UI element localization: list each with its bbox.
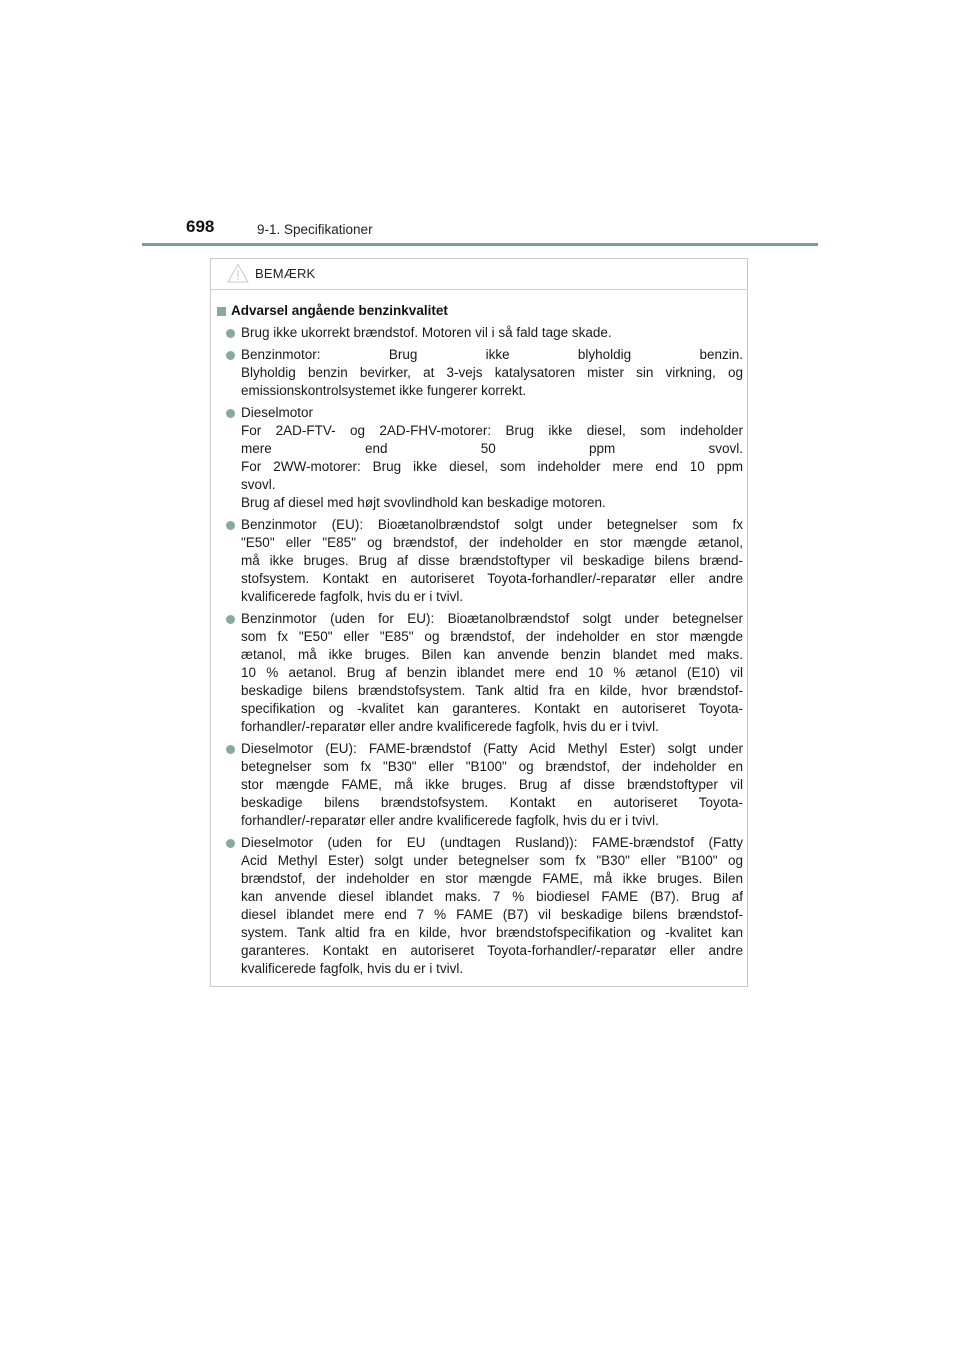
- text-line: beskadige bilens brændstofsystem. Tank altid fra en kilde, hvor brændstof-: [241, 683, 743, 698]
- text-line: kvalificerede fagfolk, hvis du er i tvivl.: [241, 589, 464, 604]
- text-line: "E50" eller "E85" og brændstof, der indeholder en stor mængde ætanol,: [241, 535, 743, 550]
- list-item-text: [241, 516, 743, 606]
- note-item-list: [217, 324, 743, 978]
- bullet-dot-icon: [226, 745, 235, 754]
- note-title: BEMÆRK: [255, 266, 316, 281]
- text-line: diesel iblandet mere end 7 % FAME (B7) vil beskadige bilens brændstof-: [241, 907, 743, 922]
- list-item-text: [241, 324, 743, 342]
- text-line: Brug ikke ukorrekt brændstof. Motoren vil i så fald tage skade.: [241, 325, 612, 340]
- square-bullet-icon: [217, 307, 226, 316]
- list-item: [217, 740, 743, 830]
- text-line: Benzinmotor: Brug ikke blyholdig benzin.: [241, 347, 743, 362]
- warning-triangle-icon: [227, 263, 249, 283]
- text-line: kan anvende diesel iblandet maks. 7 % biodiesel FAME (B7). Brug af: [241, 889, 743, 904]
- text-line: Dieselmotor (uden for EU (undtagen Rusland)): FAME-brændstof (Fatty: [241, 835, 743, 850]
- note-subheading: [217, 302, 743, 320]
- note-header: [211, 259, 747, 290]
- text-line: må ikke bruges. Brug af disse brændstoftyper vil beskadige bilens brænd-: [241, 553, 743, 568]
- text-line: 10 % aetanol. Brug af benzin iblandet mere end 10 % ætanol (E10) vil: [241, 665, 743, 680]
- text-line: Dieselmotor: [241, 405, 314, 420]
- list-item-text: [241, 834, 743, 978]
- text-line: emissionskontrolsystemet ikke fungerer korrekt.: [241, 383, 527, 398]
- text-line: garanteres. Kontakt en autoriseret Toyota-forhandler/-reparatør eller andre: [241, 943, 743, 958]
- text-line: svovl.: [241, 477, 276, 492]
- bullet-dot-icon: [226, 521, 235, 530]
- text-line: stofsystem. Kontakt en autoriseret Toyota-forhandler/-reparatør eller andre: [241, 571, 743, 586]
- list-item-text: [241, 346, 743, 400]
- bullet-dot-icon: [226, 839, 235, 848]
- text-line: ætanol, må ikke bruges. Bilen kan anvende benzin blandet med maks.: [241, 647, 743, 662]
- list-item: [217, 834, 743, 978]
- text-line: Blyholdig benzin bevirker, at 3-vejs katalysatoren mister sin virkning, og: [241, 365, 743, 380]
- list-item: [217, 516, 743, 606]
- list-item: [217, 404, 743, 512]
- note-subheading-text: Advarsel angående benzinkvalitet: [231, 303, 448, 318]
- list-item-text: [241, 610, 743, 736]
- text-line: Brug af diesel med højt svovlindhold kan beskadige motoren.: [241, 495, 606, 510]
- note-body: [211, 290, 747, 978]
- list-item: [217, 324, 743, 342]
- text-line: Benzinmotor (EU): Bioætanolbrændstof solgt under betegnelser som fx: [241, 517, 743, 532]
- text-line: beskadige bilens brændstofsystem. Kontakt en autoriseret Toyota-: [241, 795, 743, 810]
- bullet-dot-icon: [226, 409, 235, 418]
- text-line: kvalificerede fagfolk, hvis du er i tvivl.: [241, 961, 464, 976]
- bullet-dot-icon: [226, 329, 235, 338]
- text-line: specifikation og -kvalitet kan garanteres. Kontakt en autoriseret Toyota-: [241, 701, 743, 716]
- text-line: Benzinmotor (uden for EU): Bioætanolbrændstof solgt under betegnelser: [241, 611, 743, 626]
- text-line: For 2AD-FTV- og 2AD-FHV-motorer: Brug ikke diesel, som indeholder: [241, 423, 743, 438]
- bullet-dot-icon: [226, 351, 235, 360]
- page-number: 698: [186, 217, 215, 236]
- text-line: som fx "E50" eller "E85" og brændstof, der indeholder en stor mængde: [241, 629, 743, 644]
- text-line: betegnelser som fx "B30" eller "B100" og brændstof, der indeholder en: [241, 759, 743, 774]
- text-line: For 2WW-motorer: Brug ikke diesel, som indeholder mere end 10 ppm: [241, 459, 743, 474]
- text-line: Acid Methyl Ester) solgt under betegnelser som fx "B30" eller "B100" og: [241, 853, 743, 868]
- text-line: system. Tank altid fra en kilde, hvor brændstofspecifikation og -kvalitet kan: [241, 925, 743, 940]
- text-line: mere end 50 ppm svovl.: [241, 441, 743, 456]
- list-item: [217, 346, 743, 400]
- text-line: forhandler/-reparatør eller andre kvalificerede fagfolk, hvis du er i tvivl.: [241, 719, 659, 734]
- text-line: forhandler/-reparatør eller andre kvalificerede fagfolk, hvis du er i tvivl.: [241, 813, 659, 828]
- list-item-text: [241, 404, 743, 512]
- header-rule: [142, 243, 818, 246]
- text-line: brændstof, der indeholder en stor mængde FAME, må ikke bruges. Bilen: [241, 871, 743, 886]
- list-item-text: [241, 740, 743, 830]
- bullet-dot-icon: [226, 615, 235, 624]
- text-line: stor mængde FAME, må ikke bruges. Brug af disse brændstoftyper vil: [241, 777, 743, 792]
- list-item: [217, 610, 743, 736]
- note-box: [210, 258, 748, 987]
- text-line: Dieselmotor (EU): FAME-brændstof (Fatty Acid Methyl Ester) solgt under: [241, 741, 743, 756]
- section-title: 9-1. Specifikationer: [257, 222, 373, 237]
